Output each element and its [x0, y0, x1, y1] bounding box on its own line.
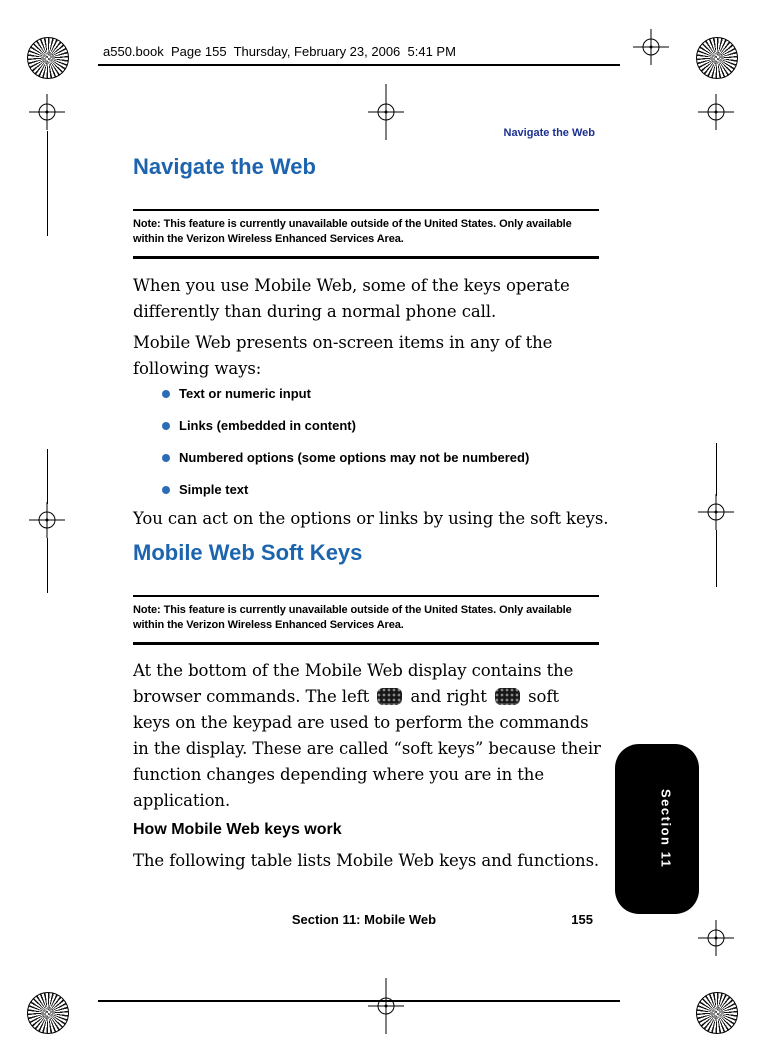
page-footer: [133, 912, 595, 930]
crop-line-left-middle-upper: [47, 449, 48, 504]
bullet-icon: [162, 422, 170, 430]
bullet-icon: [162, 486, 170, 494]
registration-crosshair-middle-right: [698, 494, 734, 530]
bottom-rule: [98, 1000, 620, 1002]
list-item: [162, 418, 529, 434]
registration-crosshair-bottom-right-upper: [698, 920, 734, 956]
section-tab-label: Section 11: [658, 789, 674, 869]
bullet-text: Text or numeric input: [179, 386, 311, 401]
page-title: Navigate the Web: [133, 154, 316, 179]
footer-page-number: 155: [571, 912, 593, 927]
registration-crosshair-bottom-center: [368, 978, 404, 1034]
crop-line-left-upper: [47, 131, 48, 236]
section-tab: [615, 744, 699, 914]
paragraph-text: At the bottom of the Mobile Web display contains the browser commands. The left: [133, 661, 574, 706]
registration-crosshair-top-left: [29, 94, 65, 130]
paragraph-act-on-options: You can act on the options or links by using the soft keys.: [133, 509, 609, 528]
paragraph-onscreen-items: Mobile Web presents on-screen items in any of the following ways:: [133, 333, 553, 378]
print-header: a550.book Page 155 Thursday, February 23, 2006 5:41 PM: [103, 44, 456, 59]
crop-line-right-middle-upper: [716, 443, 717, 496]
subheading-how-keys-work: How Mobile Web keys work: [133, 821, 342, 838]
note-label: Note:: [133, 604, 161, 616]
paragraph-text: and right: [410, 687, 487, 706]
note-text: This feature is currently unavailable outside of the United States. Only available within the Verizon Wireless Enhanced Services Area.: [133, 604, 572, 631]
paragraph-soft-keys: [133, 658, 601, 814]
bullet-icon: [162, 454, 170, 462]
crop-line-right-middle-lower: [716, 530, 717, 587]
registration-pinwheel-bottom-left: [27, 992, 69, 1034]
registration-pinwheel-bottom-right: [696, 992, 738, 1034]
note-box-2: [133, 595, 599, 645]
paragraph-text: soft keys on the keypad are used to perform the commands in the display. These are called “soft keys” because their function changes depending where you are in the application.: [133, 687, 601, 810]
registration-crosshair-top-right-inner: [633, 29, 669, 65]
bullet-text: Simple text: [179, 482, 249, 497]
list-item: [162, 450, 529, 466]
registration-pinwheel-top-left: [27, 37, 69, 79]
paragraph-keys-operate: When you use Mobile Web, some of the keys operate differently than during a normal phone call.: [133, 276, 570, 321]
registration-crosshair-top-right-lower: [698, 94, 734, 130]
bullet-list: [162, 386, 529, 514]
list-item: [162, 482, 529, 498]
print-header-rule: [98, 64, 620, 66]
right-soft-key-icon: [495, 688, 520, 705]
footer-section-label: Section 11: Mobile Web: [291, 912, 437, 927]
paragraph-table-intro: The following table lists Mobile Web keys and functions.: [133, 851, 600, 870]
note-box-1: [133, 209, 599, 259]
note-text: This feature is currently unavailable outside of the United States. Only available within the Verizon Wireless Enhanced Services Area.: [133, 218, 572, 245]
left-soft-key-icon: [377, 688, 402, 705]
registration-pinwheel-top-right: [696, 37, 738, 79]
note-label: Note:: [133, 218, 161, 230]
bullet-text: Numbered options (some options may not be numbered): [179, 450, 530, 465]
registration-crosshair-middle-left: [29, 502, 65, 538]
bullet-text: Links (embedded in content): [179, 418, 356, 433]
crop-line-left-middle-lower: [47, 538, 48, 593]
list-item: [162, 386, 529, 402]
running-header: Navigate the Web: [503, 127, 595, 139]
section-heading-soft-keys: Mobile Web Soft Keys: [133, 540, 363, 565]
bullet-icon: [162, 390, 170, 398]
